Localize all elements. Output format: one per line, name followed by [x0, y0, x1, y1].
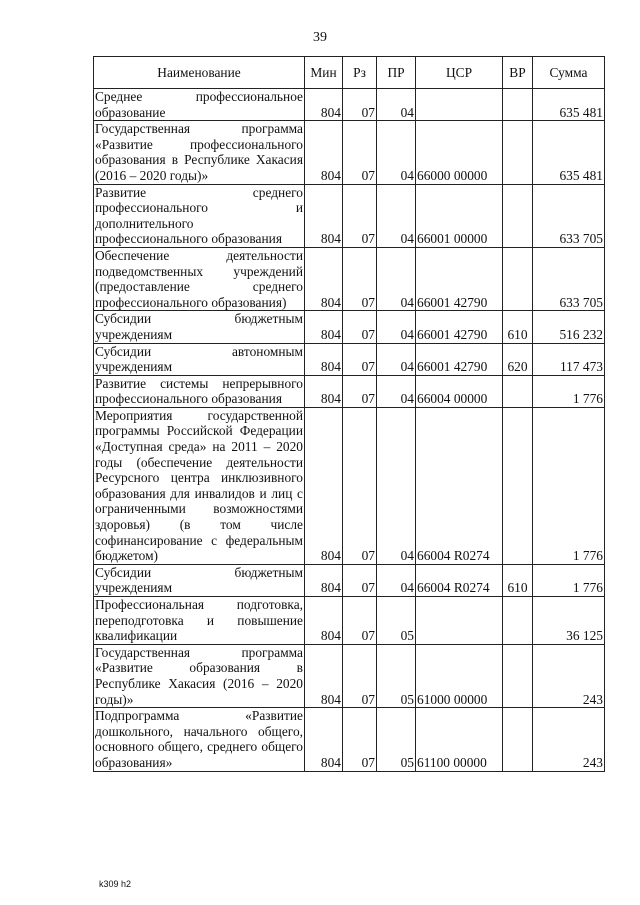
cell-min: 804: [305, 121, 343, 184]
cell-name: Мероприятия государственной программы Российской Федерации «Доступная среда» на 2011 – 2020 годы (обеспечение деятельности Ресурсного центра инклюзивного образования для инвалидов и лиц с ограниченными возможностями здоровья) (в том числе софинансирование с федеральным бюджетом): [95, 407, 303, 564]
header-pr: ПР: [377, 57, 416, 89]
header-vr: ВР: [503, 57, 533, 89]
header-sum: Сумма: [533, 57, 605, 89]
table-header-row: [94, 57, 605, 89]
cell-min: 804: [305, 375, 343, 407]
table-row: [94, 89, 605, 121]
cell-sum: 633 705: [533, 184, 605, 247]
cell-sum: 516 232: [533, 311, 605, 343]
table-row: [94, 407, 605, 564]
table-row: [94, 247, 605, 310]
header-rz: Рз: [343, 57, 377, 89]
cell-pr: 04: [377, 121, 416, 184]
cell-csr: [416, 597, 503, 645]
cell-vr: [503, 121, 533, 184]
cell-sum: 36 125: [533, 597, 605, 645]
cell-rz: 07: [343, 564, 377, 596]
cell-rz: 07: [343, 708, 377, 771]
cell-sum: 117 473: [533, 343, 605, 375]
cell-name: Обеспечение деятельности подведомственных учреждений (предоставление среднего профессионального образования): [95, 247, 303, 310]
cell-csr: 66004 00000: [416, 375, 503, 407]
cell-pr: 04: [377, 89, 416, 121]
table-row: [94, 597, 605, 645]
cell-pr: 04: [377, 247, 416, 310]
cell-pr: 05: [377, 597, 416, 645]
cell-pr: 04: [377, 407, 416, 564]
cell-csr: 66001 42790: [416, 311, 503, 343]
cell-pr: 04: [377, 343, 416, 375]
cell-vr: [503, 644, 533, 707]
cell-rz: 07: [343, 89, 377, 121]
table-row: [94, 311, 605, 343]
cell-min: 804: [305, 89, 343, 121]
table-row: [94, 343, 605, 375]
cell-vr: [503, 247, 533, 310]
cell-name: Подпрограмма «Развитие дошкольного, начального общего, основного общего, среднего общего образования»: [95, 708, 303, 770]
cell-name: Государственная программа «Развитие профессионального образования в Республике Хакасия (2016 – 2020 годы)»: [95, 121, 303, 183]
table-row: [94, 375, 605, 407]
cell-sum: 1 776: [533, 564, 605, 596]
cell-vr: [503, 375, 533, 407]
cell-rz: 07: [343, 597, 377, 645]
cell-csr: 66001 42790: [416, 343, 503, 375]
cell-vr: [503, 708, 533, 771]
cell-name: Субсидии автономным учреждениям: [95, 343, 303, 375]
header-name: Наименование: [94, 57, 305, 89]
table-body: [94, 89, 605, 772]
cell-min: 804: [305, 343, 343, 375]
cell-csr: 61100 00000: [416, 708, 503, 771]
cell-min: 804: [305, 407, 343, 564]
cell-sum: 633 705: [533, 247, 605, 310]
cell-min: 804: [305, 644, 343, 707]
cell-sum: 1 776: [533, 407, 605, 564]
cell-name: Субсидии бюджетным учреждениям: [95, 311, 303, 342]
cell-vr: [503, 89, 533, 121]
table-row: [94, 708, 605, 771]
cell-rz: 07: [343, 121, 377, 184]
cell-pr: 04: [377, 311, 416, 343]
table-row: [94, 184, 605, 247]
cell-pr: 05: [377, 708, 416, 771]
cell-pr: 05: [377, 644, 416, 707]
cell-vr: [503, 407, 533, 564]
header-csr: ЦСР: [416, 57, 503, 89]
cell-csr: 66004 R0274: [416, 564, 503, 596]
cell-csr: [416, 89, 503, 121]
cell-sum: 635 481: [533, 121, 605, 184]
cell-sum: 635 481: [533, 89, 605, 121]
cell-vr: 610: [503, 564, 533, 596]
cell-name: Среднее профессиональное образование: [95, 89, 303, 120]
cell-csr: 66004 R0274: [416, 407, 503, 564]
cell-min: 804: [305, 597, 343, 645]
header-min: Мин: [305, 57, 343, 89]
cell-csr: 61000 00000: [416, 644, 503, 707]
cell-rz: 07: [343, 343, 377, 375]
cell-sum: 1 776: [533, 375, 605, 407]
cell-vr: [503, 597, 533, 645]
cell-rz: 07: [343, 247, 377, 310]
cell-min: 804: [305, 311, 343, 343]
cell-name: Субсидии бюджетным учреждениям: [95, 564, 303, 596]
cell-min: 804: [305, 564, 343, 596]
cell-vr: 620: [503, 343, 533, 375]
page-number: 39: [313, 30, 327, 45]
cell-csr: 66000 00000: [416, 121, 503, 184]
table-row: [94, 121, 605, 184]
cell-vr: [503, 184, 533, 247]
cell-sum: 243: [533, 644, 605, 707]
cell-pr: 04: [377, 375, 416, 407]
cell-name: Государственная программа «Развитие образования в Республике Хакасия (2016 – 2020 годы)»: [95, 644, 303, 707]
table-row: [94, 564, 605, 596]
cell-name: Развитие системы непрерывного профессионального образования: [95, 375, 303, 407]
cell-pr: 04: [377, 184, 416, 247]
cell-rz: 07: [343, 375, 377, 407]
cell-csr: 66001 00000: [416, 184, 503, 247]
cell-vr: 610: [503, 311, 533, 343]
cell-sum: 243: [533, 708, 605, 771]
cell-min: 804: [305, 247, 343, 310]
cell-name: Профессиональная подготовка, переподготовка и повышение квалификации: [95, 597, 303, 644]
cell-name: Развитие среднего профессионального и дополнительного профессионального образования: [95, 184, 303, 247]
budget-table: [93, 56, 605, 772]
table-row: [94, 644, 605, 707]
cell-rz: 07: [343, 644, 377, 707]
cell-rz: 07: [343, 407, 377, 564]
cell-min: 804: [305, 184, 343, 247]
cell-rz: 07: [343, 184, 377, 247]
footer-code: k309 h2: [99, 879, 132, 889]
cell-min: 804: [305, 708, 343, 771]
cell-pr: 04: [377, 564, 416, 596]
cell-rz: 07: [343, 311, 377, 343]
cell-csr: 66001 42790: [416, 247, 503, 310]
